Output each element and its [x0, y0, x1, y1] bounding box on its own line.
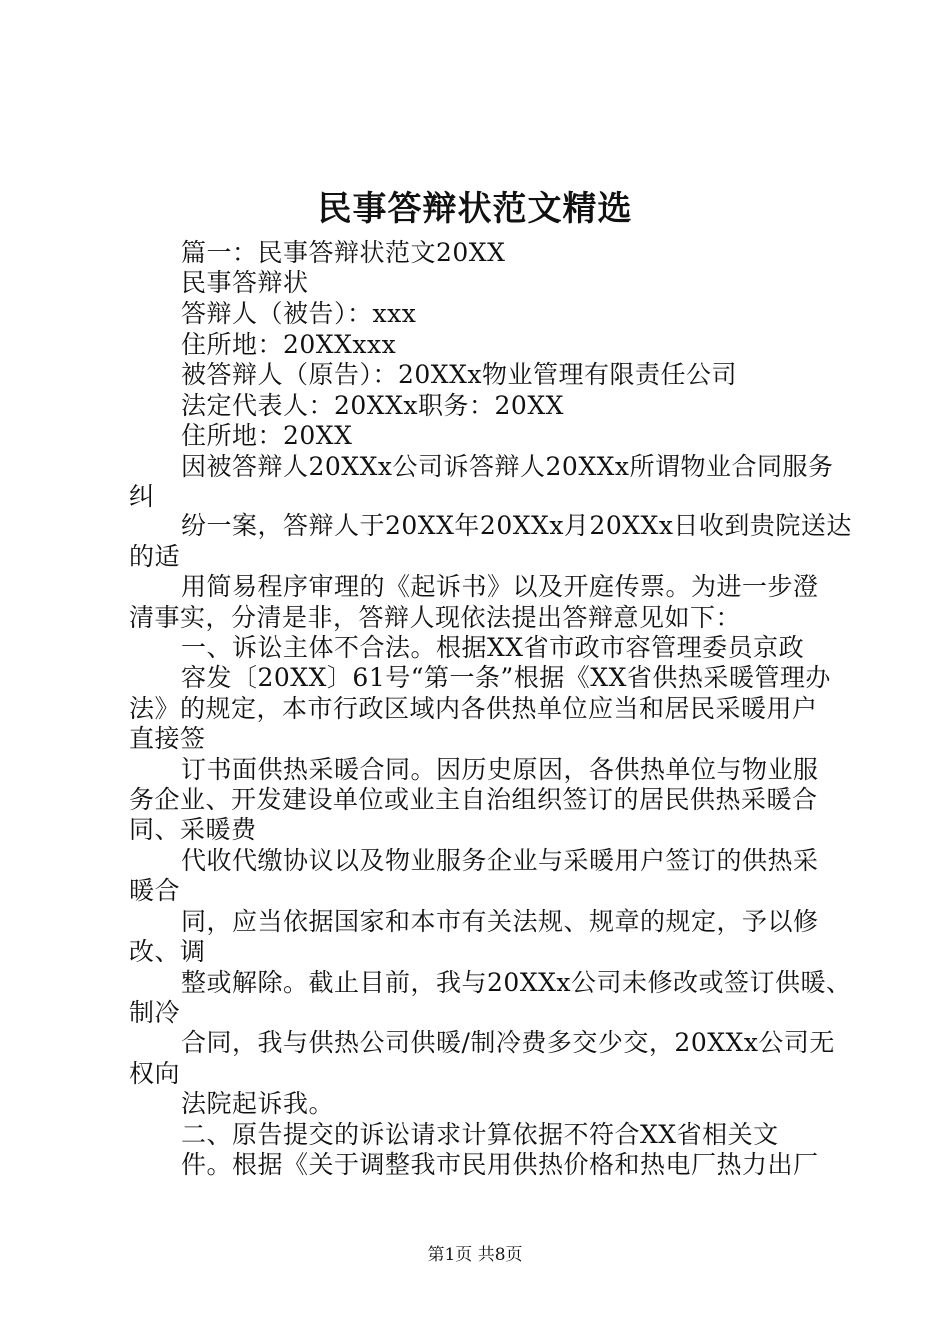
text-line: 暖合 — [129, 876, 181, 905]
text-line: 住所地：20XXxxx — [181, 330, 397, 359]
page-number-footer: 第1页 共8页 — [427, 1245, 523, 1265]
text-line: 整或解除。截止目前，我与20XXx公司未修改或签订供暖、 — [181, 968, 852, 997]
text-line: 订书面供热采暖合同。因历史原因，各供热单位与物业服 — [181, 755, 819, 784]
text-line: 法院起诉我。 — [181, 1089, 335, 1118]
text-line: 因被答辩人20XXx公司诉答辩人20XXx所谓物业合同服务 — [181, 452, 834, 481]
text-line: 同，应当依据国家和本市有关法规、规章的规定，予以修 — [181, 907, 819, 936]
text-line: 制冷 — [129, 998, 181, 1027]
text-line: 权向 — [129, 1059, 181, 1088]
text-line: 答辩人（被告）：xxx — [181, 299, 417, 328]
text-line: 用简易程序审理的《起诉书》以及开庭传票。为进一步澄 — [181, 572, 819, 601]
text-line: 法》的规定，本市行政区域内各供热单位应当和居民采暖用户 — [129, 694, 818, 723]
text-line: 法定代表人：20XXx职务：20XX — [181, 391, 564, 420]
text-line: 被答辩人（原告）：20XXx物业管理有限责任公司 — [181, 360, 738, 389]
text-line: 民事答辩状 — [181, 268, 309, 297]
text-line: 清事实，分清是非，答辩人现依法提出答辩意见如下： — [129, 603, 742, 632]
text-line: 住所地：20XX — [181, 421, 353, 450]
text-line: 容发〔20XX〕61号“第一条”根据《XX省供热采暖管理办 — [181, 663, 831, 692]
document-title: 民事答辩状范文精选 — [317, 189, 633, 229]
text-line: 代收代缴协议以及物业服务企业与采暖用户签订的供热采 — [181, 846, 819, 875]
text-line: 的适 — [129, 542, 181, 571]
text-line: 合同，我与供热公司供暖/制冷费多交少交，20XXx公司无 — [181, 1028, 835, 1057]
text-line: 纷一案，答辩人于20XX年20XXx月20XXx日收到贵院送达 — [181, 511, 852, 540]
text-line: 件。根据《关于调整我市民用供热价格和热电厂热力出厂 — [181, 1150, 819, 1179]
text-line: 直接签 — [129, 724, 206, 753]
text-line: 务企业、开发建设单位或业主自治组织签订的居民供热采暖合 — [129, 785, 818, 814]
text-line: 二、原告提交的诉讼请求计算依据不符合XX省相关文 — [181, 1120, 779, 1149]
text-line: 一、诉讼主体不合法。根据XX省市政市容管理委员京政 — [181, 633, 805, 662]
text-line: 改、调 — [129, 937, 206, 966]
text-line: 同、采暖费 — [129, 815, 257, 844]
text-line: 篇一：民事答辩状范文20XX — [181, 238, 506, 267]
text-line: 纠 — [129, 482, 155, 511]
